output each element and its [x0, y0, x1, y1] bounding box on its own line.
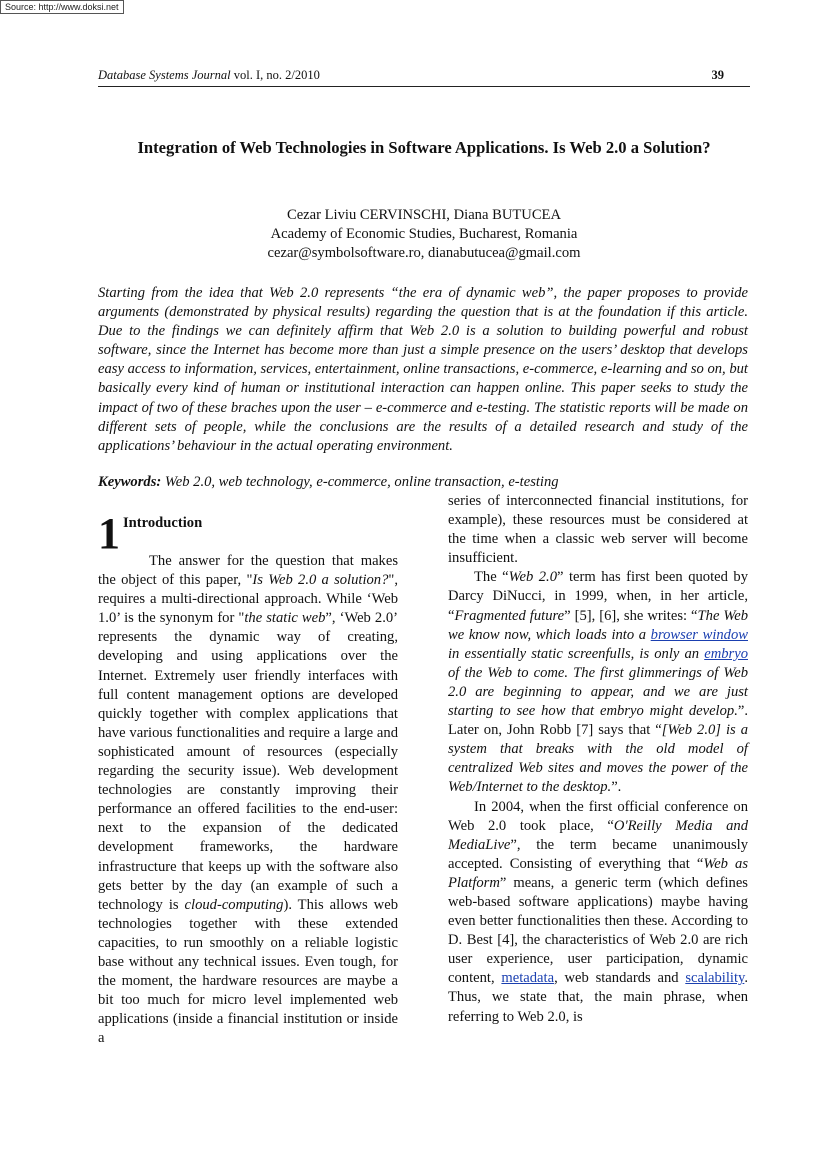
text-run: ” means, a generic term (which defines web-based software applications) maybe having even better functionalities then these. According to D. Best [4], the characteristics of Web 2.0 are rich user experience, user participation, dynamic content, — [448, 874, 748, 987]
text-run: ”. Later on, John Robb [7] says that “ — [448, 703, 748, 739]
text-run: ”, the term became unanimously accepted. Consisting of everything that “ — [448, 836, 748, 872]
section-number: 1 — [98, 509, 120, 558]
left-column — [98, 509, 399, 1048]
text-run: ” term has first been quoted by Darcy DiNucci, in 1999, when, in her article, “ — [448, 569, 748, 624]
paper-title: Integration of Web Technologies in Software Applications. Is Web 2.0 a Solution? — [137, 138, 711, 157]
text-run: ” [5], [6], she writes: “ — [564, 607, 698, 624]
text-run: , web standards and — [554, 970, 686, 987]
text-run: in essentially static screenfulls, is only an — [448, 645, 705, 662]
journal-volume: vol. I, no. 2/2010 — [233, 68, 320, 82]
text-run: In 2004, when the first official conference on Web 2.0 took place, “ — [448, 798, 748, 834]
text-run: The answer for the question that makes the object of this paper, " — [98, 553, 398, 589]
author-block — [98, 206, 750, 263]
source-label: Source: http://www.doksi.net — [0, 0, 124, 14]
browser-window-link[interactable]: browser window — [650, 626, 748, 643]
abstract: Starting from the idea that Web 2.0 represents “the era of dynamic web”, the paper proposes to provide arguments (demonstrated by physical results) regarding the question that is at the foundation if this article. Due to the findings we can definitely affirm that Web 2.0 is a solution to building powerful and robust software, since the Internet has become more than just a simple presence on the users’ desktop that develops easy access to information, services, entertainment, online transactions, e-commerce, e-learning and so on, but basically every kind of human or institutional interaction can happen online. This paper seeks to study the impact of two of these braches upon the user – e-commerce and e-testing. The statistic reports will be made on different sets of people, while the conclusions are the results of a detailed research and study of the applications’ behaviour in the actual operating environment. — [98, 285, 748, 454]
page-number: 39 — [711, 68, 724, 82]
intro-paragraph — [98, 552, 398, 1048]
section-heading: Introduction — [123, 515, 203, 531]
metadata-link[interactable]: metadata — [501, 970, 555, 987]
continued-paragraph: series of interconnected financial institutions, for example), these resources must be considered at the time when a classic web server will become insufficient. — [448, 493, 748, 567]
keywords-label: Keywords: — [98, 474, 162, 490]
text-run: ). This allows web technologies together with these extended capacities, to run smoothly on a reliable logistic base without any technical issues. Even tough, for the moment, the hardware resources are maybe a bit too much for micro level implemented web applications (inside a financial institution or inside a — [98, 896, 398, 1047]
text-run: The “ — [474, 569, 509, 586]
text-run: ", requires a multi-directional approach. While ‘Web 1.0’ is the synonym for " — [98, 572, 399, 627]
author-affiliation: Academy of Economic Studies, Bucharest, Romania — [270, 226, 578, 242]
conference-paragraph — [448, 798, 748, 1027]
text-run: Web 2.0 — [508, 569, 557, 586]
text-run: [Web 2.0] is a system that breaks with the old model of centralized Web sites and moves the power of the Web/Internet to the desktop. — [448, 722, 748, 796]
text-run: ”. — [611, 779, 622, 796]
keywords-text: Web 2.0, web technology, e-commerce, online transaction, e-testing — [164, 474, 559, 490]
running-header — [98, 68, 750, 87]
text-run: Fragmented future — [454, 607, 565, 624]
text-run: the static web — [244, 610, 326, 627]
text-run: cloud-computing — [184, 896, 284, 913]
keywords — [98, 473, 638, 492]
right-column — [448, 492, 748, 1027]
text-run: The Web we know now, which loads into a — [448, 607, 749, 643]
author-names: Cezar Liviu CERVINSCHI, Diana BUTUCEA — [286, 207, 562, 223]
author-emails: cezar@symbolsoftware.ro, dianabutucea@gmail.com — [267, 245, 581, 261]
text-run: Is Web 2.0 a solution? — [252, 572, 389, 589]
text-run: of the Web to come. The first glimmerings of Web 2.0 are beginning to appear, and we are just starting to see how that embryo might develop. — [448, 664, 748, 720]
text-run: Web as Platform — [448, 855, 749, 891]
scalability-link[interactable]: scalability — [685, 970, 745, 987]
journal-citation — [98, 68, 320, 83]
text-run: . Thus, we state that, the main phrase, when referring to Web 2.0, is — [448, 970, 748, 1025]
history-paragraph — [448, 568, 748, 797]
embryo-link[interactable]: embryo — [704, 645, 748, 662]
journal-name: Database Systems Journal — [98, 68, 231, 82]
text-run: ”, ‘Web 2.0’ represents the dynamic way of creating, developing and using applications over the Internet. Extremely user friendly interfaces with full content management options are developed quickly together with complex applications that have various functionalities and require a large and sophisticated amount of resources (especially regarding the security issue). Web development technologies are constantly improving their performance an offered facilities to the end-user: next to the expansion of the dedicated development frameworks, the hardware infrastructure that keeps up with the software also gets better by the day (an example of such a technology is — [98, 610, 398, 913]
text-run: O'Reilly Media and MediaLive — [448, 817, 748, 853]
